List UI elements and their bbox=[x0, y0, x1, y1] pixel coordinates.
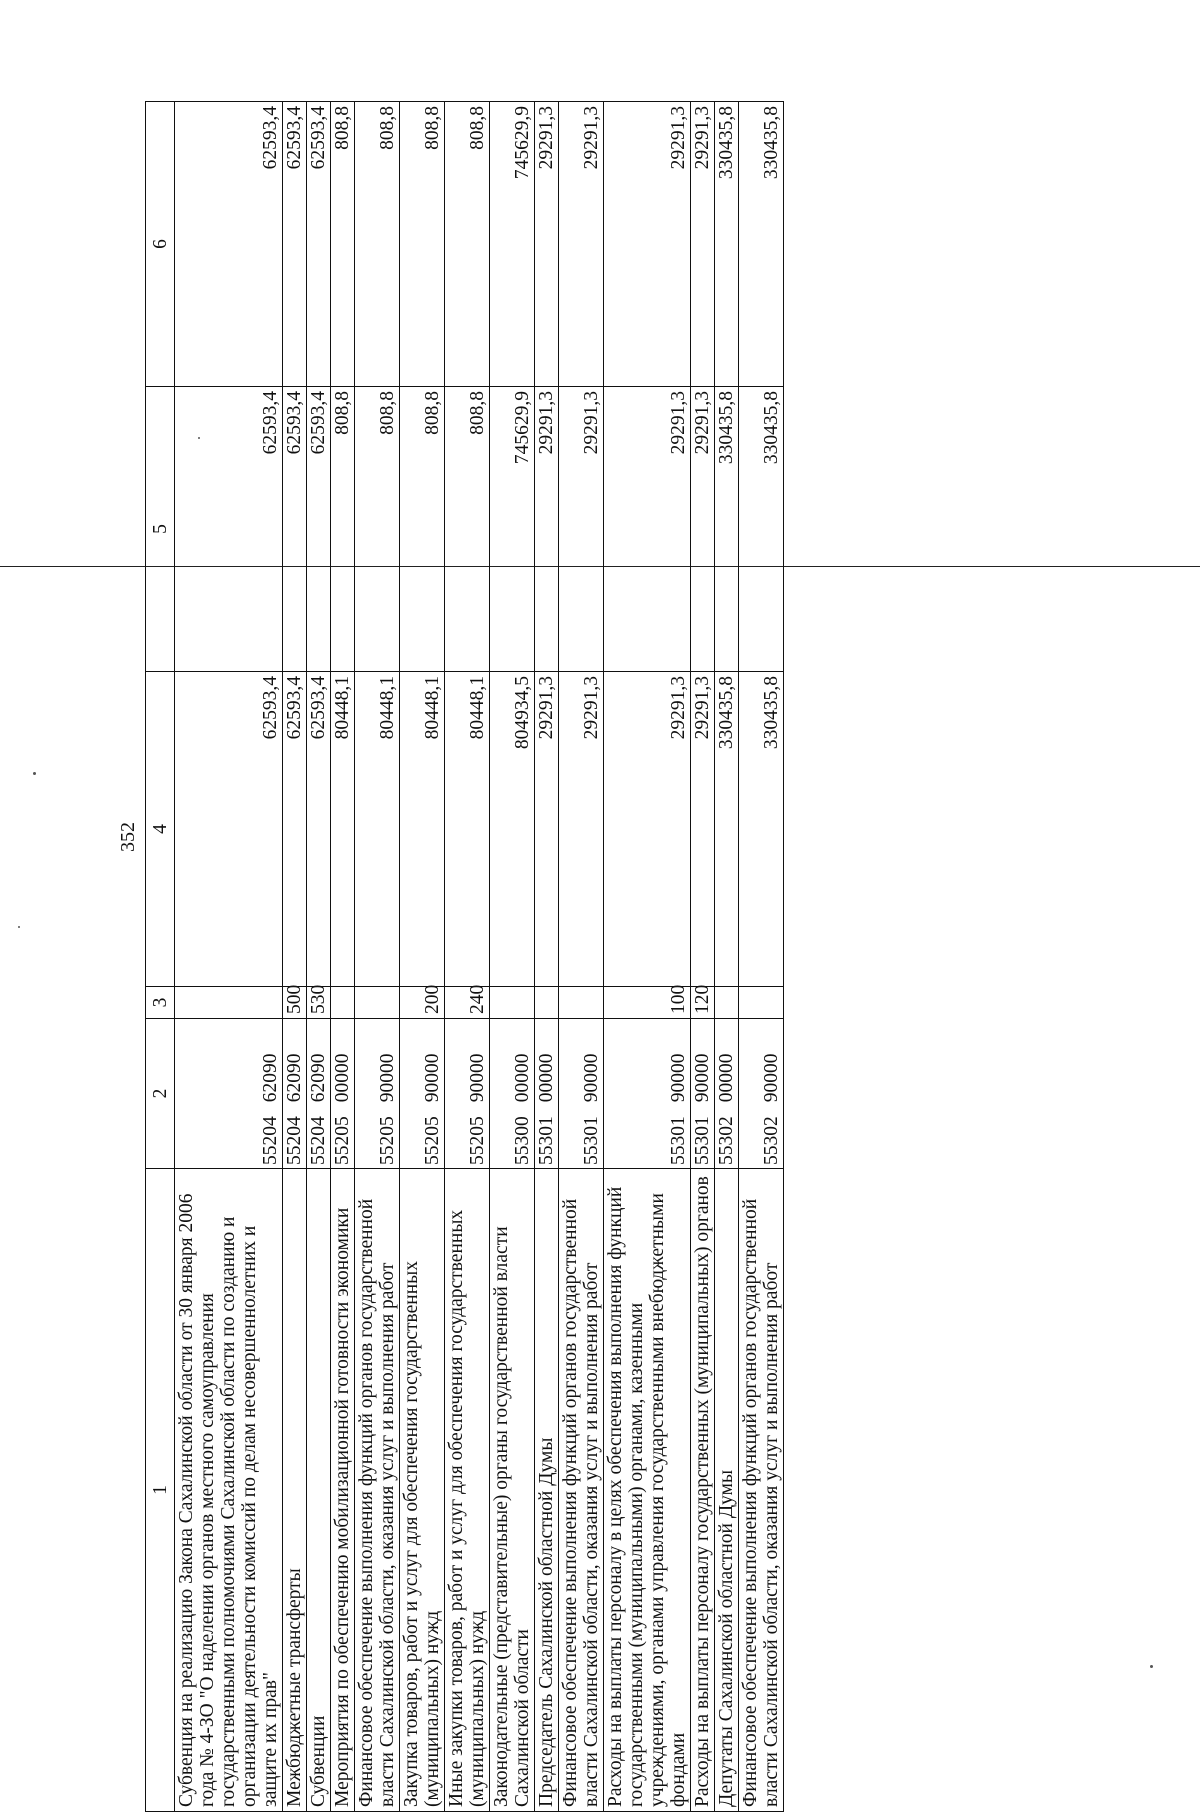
table-row bbox=[400, 102, 445, 1812]
row-code bbox=[559, 1019, 604, 1169]
row-code-item: 62090 bbox=[284, 1053, 305, 1103]
row-amount-col5: 62593,4 bbox=[307, 387, 331, 672]
table-row bbox=[490, 102, 535, 1812]
row-amount-col6: 29291,3 bbox=[604, 102, 691, 387]
row-code bbox=[739, 1019, 784, 1169]
row-code-section: 55204 bbox=[284, 1116, 305, 1165]
row-expense-type bbox=[559, 987, 604, 1019]
table-row bbox=[535, 102, 559, 1812]
row-expense-type: 120 bbox=[691, 987, 715, 1019]
row-amount-col4: 80448,1 bbox=[331, 672, 355, 987]
scan-speck bbox=[1150, 1665, 1153, 1668]
row-amount-col5: 29291,3 bbox=[691, 387, 715, 672]
row-code-item: 00000 bbox=[536, 1053, 557, 1103]
row-description: Межбюджетные трансферты bbox=[283, 1169, 307, 1812]
row-code-item: 90000 bbox=[668, 1053, 689, 1103]
column-header-5: 5 bbox=[146, 387, 175, 672]
row-description: Субвенции bbox=[307, 1169, 331, 1812]
row-amount-col4: 62593,4 bbox=[307, 672, 331, 987]
row-expense-type bbox=[355, 987, 400, 1019]
row-code-item: 62090 bbox=[260, 1053, 281, 1103]
row-code-section: 55204 bbox=[260, 1116, 281, 1165]
row-amount-col4: 330435,8 bbox=[739, 672, 784, 987]
row-description: Расходы на выплаты персоналу в целях обеспечения выполнения функций государственными (муниципальными) органами, казенными учреждениями, органами управления государственными внебюджетными фондами bbox=[604, 1169, 691, 1812]
row-amount-col4: 62593,4 bbox=[283, 672, 307, 987]
row-code-item: 00000 bbox=[716, 1053, 737, 1103]
row-code-section: 55205 bbox=[422, 1116, 443, 1165]
rotated-page bbox=[117, 102, 1069, 1812]
row-expense-type bbox=[490, 987, 535, 1019]
row-code bbox=[307, 1019, 331, 1169]
row-code bbox=[691, 1019, 715, 1169]
row-expense-type bbox=[331, 987, 355, 1019]
row-description: Финансовое обеспечение выполнения функций органов государственной власти Сахалинской области, оказания услуг и выполнения работ bbox=[355, 1169, 400, 1812]
row-code bbox=[355, 1019, 400, 1169]
budget-table bbox=[145, 101, 784, 1812]
row-description: Финансовое обеспечение выполнения функций органов государственной власти Сахалинской области, оказания услуг и выполнения работ bbox=[559, 1169, 604, 1812]
row-amount-col6: 808,8 bbox=[331, 102, 355, 387]
row-description: Мероприятия по обеспечению мобилизационной готовности экономики bbox=[331, 1169, 355, 1812]
row-amount-col4: 804934,5 bbox=[490, 672, 535, 987]
row-amount-col6: 808,8 bbox=[355, 102, 400, 387]
row-description: Закупка товаров, работ и услуг для обеспечения государственных (муниципальных) нужд bbox=[400, 1169, 445, 1812]
row-amount-col6: 808,8 bbox=[400, 102, 445, 387]
row-amount-col6: 29291,3 bbox=[691, 102, 715, 387]
row-description: Иные закупки товаров, работ и услуг для обеспечения государственных (муниципальных) нужд bbox=[445, 1169, 490, 1812]
row-code-section: 55205 bbox=[332, 1116, 353, 1165]
table-row bbox=[331, 102, 355, 1812]
row-code bbox=[445, 1019, 490, 1169]
column-header-1: 1 bbox=[146, 1169, 175, 1812]
row-amount-col6: 29291,3 bbox=[535, 102, 559, 387]
row-code bbox=[604, 1019, 691, 1169]
table-row bbox=[355, 102, 400, 1812]
row-amount-col4: 330435,8 bbox=[715, 672, 739, 987]
row-code-section: 55302 bbox=[761, 1116, 782, 1165]
row-code-item: 90000 bbox=[761, 1053, 782, 1103]
row-code-item: 90000 bbox=[377, 1053, 398, 1103]
row-code-section: 55301 bbox=[581, 1116, 602, 1165]
row-description: Председатель Сахалинской областной Думы bbox=[535, 1169, 559, 1812]
row-amount-col5: 29291,3 bbox=[559, 387, 604, 672]
row-amount-col4: 80448,1 bbox=[400, 672, 445, 987]
row-description: Расходы на выплаты персоналу государственных (муниципальных) органов bbox=[691, 1169, 715, 1812]
row-code-item: 90000 bbox=[581, 1053, 602, 1103]
row-amount-col5: 808,8 bbox=[331, 387, 355, 672]
header-row bbox=[146, 102, 175, 1812]
row-amount-col6: 745629,9 bbox=[490, 102, 535, 387]
row-description: Законодательные (представительные) органы государственной власти Сахалинской области bbox=[490, 1169, 535, 1812]
row-amount-col5: 29291,3 bbox=[604, 387, 691, 672]
row-amount-col5: 745629,9 bbox=[490, 387, 535, 672]
row-code-section: 55301 bbox=[536, 1116, 557, 1165]
column-header-4: 4 bbox=[146, 672, 175, 987]
row-code-item: 90000 bbox=[422, 1053, 443, 1103]
row-code bbox=[175, 1019, 283, 1169]
row-expense-type: 500 bbox=[283, 987, 307, 1019]
table-row bbox=[739, 102, 784, 1812]
row-code-section: 55302 bbox=[716, 1116, 737, 1165]
column-header-2: 2 bbox=[146, 1019, 175, 1169]
row-expense-type: 200 bbox=[400, 987, 445, 1019]
row-code-item: 00000 bbox=[512, 1053, 533, 1103]
row-code-item: 90000 bbox=[467, 1053, 488, 1103]
scan-speck bbox=[33, 772, 36, 775]
row-expense-type bbox=[715, 987, 739, 1019]
row-amount-col5: 62593,4 bbox=[283, 387, 307, 672]
table-row bbox=[283, 102, 307, 1812]
row-description: Субвенция на реализацию Закона Сахалинской области от 30 января 2006 года № 4-ЗО "О наделении органов местного самоуправления государственными полномочиями Сахалинской области по созданию и организации деятельности комиссий по делам несовершеннолетних и защите их прав" bbox=[175, 1169, 283, 1812]
row-amount-col6: 62593,4 bbox=[175, 102, 283, 387]
row-amount-col6: 330435,8 bbox=[739, 102, 784, 387]
row-amount-col5: 62593,4 bbox=[175, 387, 283, 672]
row-code-item: 62090 bbox=[308, 1053, 329, 1103]
row-amount-col5: 808,8 bbox=[400, 387, 445, 672]
row-amount-col5: 330435,8 bbox=[739, 387, 784, 672]
table-row bbox=[175, 102, 283, 1812]
budget-table-body bbox=[146, 102, 784, 1812]
scan-speck bbox=[18, 926, 20, 928]
row-amount-col6: 62593,4 bbox=[307, 102, 331, 387]
row-code bbox=[400, 1019, 445, 1169]
column-header-3: 3 bbox=[146, 987, 175, 1019]
row-code-section: 55301 bbox=[692, 1116, 713, 1165]
column-header-6: 6 bbox=[146, 102, 175, 387]
row-amount-col6: 330435,8 bbox=[715, 102, 739, 387]
row-amount-col4: 80448,1 bbox=[355, 672, 400, 987]
row-description: Финансовое обеспечение выполнения функций органов государственной власти Сахалинской области, оказания услуг и выполнения работ bbox=[739, 1169, 784, 1812]
row-code-section: 55300 bbox=[512, 1116, 533, 1165]
table-row bbox=[445, 102, 490, 1812]
row-amount-col6: 29291,3 bbox=[559, 102, 604, 387]
table-row bbox=[559, 102, 604, 1812]
table-row bbox=[604, 102, 691, 1812]
row-amount-col4: 29291,3 bbox=[559, 672, 604, 987]
row-expense-type bbox=[535, 987, 559, 1019]
row-expense-type: 100 bbox=[604, 987, 691, 1019]
row-amount-col4: 29291,3 bbox=[604, 672, 691, 987]
row-amount-col4: 29291,3 bbox=[535, 672, 559, 987]
row-amount-col4: 80448,1 bbox=[445, 672, 490, 987]
row-amount-col5: 808,8 bbox=[355, 387, 400, 672]
row-description: Депутаты Сахалинской областной Думы bbox=[715, 1169, 739, 1812]
row-expense-type: 530 bbox=[307, 987, 331, 1019]
row-code-section: 55205 bbox=[377, 1116, 398, 1165]
row-code-section: 55205 bbox=[467, 1116, 488, 1165]
row-code bbox=[490, 1019, 535, 1169]
page-number: 352 bbox=[117, 822, 139, 852]
table-row bbox=[715, 102, 739, 1812]
row-code-section: 55301 bbox=[668, 1116, 689, 1165]
row-code-item: 90000 bbox=[692, 1053, 713, 1103]
table-row bbox=[307, 102, 331, 1812]
row-code-section: 55204 bbox=[308, 1116, 329, 1165]
row-amount-col6: 808,8 bbox=[445, 102, 490, 387]
row-amount-col6: 62593,4 bbox=[283, 102, 307, 387]
row-code bbox=[715, 1019, 739, 1169]
row-amount-col5: 29291,3 bbox=[535, 387, 559, 672]
table-row bbox=[691, 102, 715, 1812]
row-code bbox=[283, 1019, 307, 1169]
row-expense-type: 240 bbox=[445, 987, 490, 1019]
row-amount-col5: 330435,8 bbox=[715, 387, 739, 672]
row-amount-col4: 62593,4 bbox=[175, 672, 283, 987]
row-amount-col4: 29291,3 bbox=[691, 672, 715, 987]
row-code bbox=[331, 1019, 355, 1169]
row-expense-type bbox=[739, 987, 784, 1019]
row-expense-type bbox=[175, 987, 283, 1019]
row-code bbox=[535, 1019, 559, 1169]
row-amount-col5: 808,8 bbox=[445, 387, 490, 672]
row-code-item: 00000 bbox=[332, 1053, 353, 1103]
